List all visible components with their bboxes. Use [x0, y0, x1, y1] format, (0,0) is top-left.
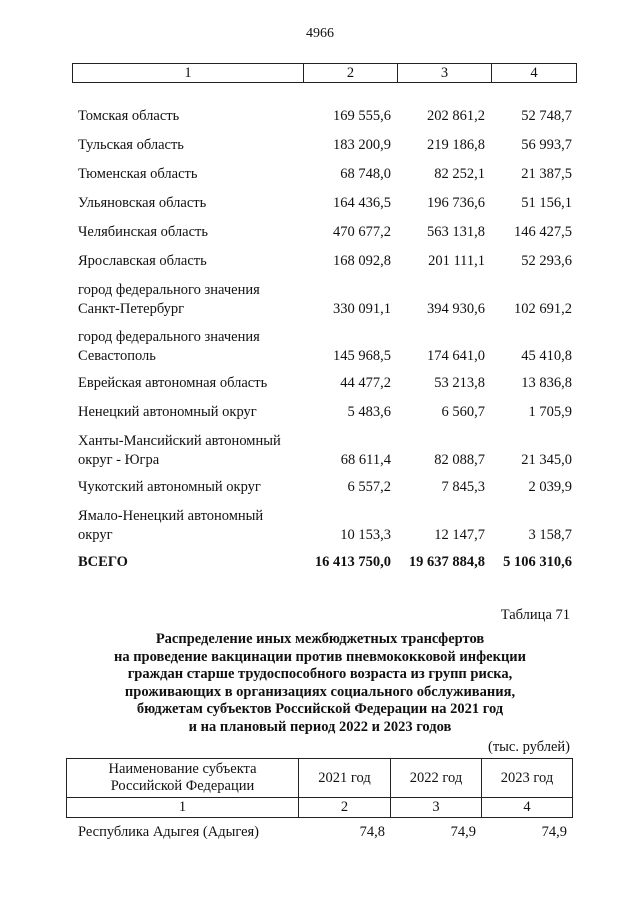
value-col-3: 53 213,8	[434, 375, 485, 391]
value-col-3: 563 131,8	[427, 224, 485, 240]
region-name: Тульская область	[78, 137, 184, 153]
header-col-2: 2	[304, 64, 398, 82]
value-col-3: 202 861,2	[427, 108, 485, 124]
total-label: ВСЕГО	[78, 554, 128, 570]
col-number-3: 3	[391, 798, 482, 817]
value-col-3: 394 930,6	[427, 301, 485, 317]
total-value-col-3: 19 637 884,8	[408, 554, 485, 570]
table-header-numbers	[72, 63, 577, 83]
value-col-2: 183 200,9	[333, 137, 391, 153]
region-name: Еврейская автономная область	[78, 375, 268, 391]
value-col-4: 45 410,8	[521, 348, 572, 364]
value-col-4: 2 039,9	[528, 479, 572, 495]
value-col-4: 3 158,7	[528, 527, 572, 543]
value-col-3: 201 111,1	[428, 253, 485, 269]
region-name: Ямало-Ненецкий автономный округ	[78, 508, 264, 543]
region-name: Тюменская область	[78, 166, 198, 182]
value-col-2: 168 092,8	[333, 253, 391, 269]
row-subject-name: Республика Адыгея (Адыгея)	[78, 824, 260, 840]
value-col-2: 6 557,2	[347, 479, 391, 495]
value-col-4: 21 387,5	[521, 166, 572, 182]
value-col-3: 7 845,3	[441, 479, 485, 495]
value-col-2: 164 436,5	[333, 195, 391, 211]
region-name: Ханты-Мансийский автономный округ - Югра	[78, 433, 281, 468]
table-caption	[60, 631, 580, 736]
header-year-2022: 2022 год	[391, 759, 482, 797]
region-name: город федерального значения Санкт-Петербург	[78, 282, 260, 317]
region-name: Ненецкий автономный округ	[78, 404, 257, 420]
value-col-4: 52 293,6	[521, 253, 572, 269]
caption-line: Распределение иных межбюджетных трансфертов	[155, 631, 485, 647]
header-col-3: 3	[398, 64, 492, 82]
row-value-2022: 74,9	[450, 824, 476, 840]
value-col-3: 219 186,8	[427, 137, 485, 153]
value-col-3: 174 641,0	[427, 348, 485, 364]
value-col-2: 68 611,4	[340, 452, 391, 468]
value-col-2: 68 748,0	[340, 166, 391, 182]
region-name: Чукотский автономный округ	[78, 479, 261, 495]
regions-table-continued	[72, 63, 577, 570]
col-number-2: 2	[299, 798, 391, 817]
caption-line: на проведение вакцинации против пневмококковой инфекции	[113, 648, 527, 665]
page-number: 4966	[306, 26, 334, 41]
value-col-3: 196 736,6	[427, 195, 485, 211]
table-number: Таблица 71	[500, 607, 570, 623]
total-value-col-4: 5 106 310,6	[503, 554, 572, 570]
region-name: Томская область	[78, 108, 180, 124]
caption-line: граждан старше трудоспособного возраста из групп риска,	[127, 666, 513, 682]
vaccination-transfers-table	[66, 758, 573, 845]
value-col-4: 102 691,2	[514, 301, 572, 317]
header-year-2023: 2023 год	[500, 769, 554, 786]
region-name: Ульяновская область	[78, 195, 207, 211]
value-col-4: 13 836,8	[521, 375, 572, 391]
value-col-3: 82 252,1	[434, 166, 485, 182]
value-col-4: 56 993,7	[521, 137, 572, 153]
caption-line: проживающих в организациях социального обслуживания,	[124, 683, 516, 700]
header-year-2021: 2021 год	[299, 759, 391, 797]
caption-line: и на плановый период 2022 и 2023 годов	[188, 718, 452, 735]
value-col-4: 146 427,5	[514, 224, 572, 240]
col-number-4: 4	[523, 799, 531, 815]
value-col-2: 169 555,6	[333, 108, 391, 124]
value-col-4: 52 748,7	[521, 108, 572, 124]
header-subject-name: Наименование субъекта Российской Федерации	[67, 759, 299, 797]
value-col-2: 470 677,2	[333, 224, 391, 240]
value-col-2: 10 153,3	[340, 527, 391, 543]
row-value-2023: 74,9	[541, 824, 567, 840]
value-col-4: 21 345,0	[521, 452, 572, 468]
value-col-2: 44 477,2	[340, 375, 391, 391]
header-col-4: 4	[530, 65, 538, 81]
col-number-1: 1	[67, 798, 299, 817]
value-col-3: 82 088,7	[434, 452, 485, 468]
value-col-4: 1 705,9	[528, 404, 572, 420]
value-col-2: 5 483,6	[347, 404, 391, 420]
value-col-3: 6 560,7	[441, 404, 485, 420]
value-col-2: 330 091,1	[333, 301, 391, 317]
table-row	[66, 823, 573, 845]
value-col-3: 12 147,7	[434, 527, 485, 543]
region-name: город федерального значения Севастополь	[78, 329, 260, 364]
header-col-1: 1	[73, 64, 304, 82]
caption-line: бюджетам субъектов Российской Федерации на 2021 год	[136, 701, 504, 717]
region-name: Челябинская область	[78, 224, 208, 240]
region-name: Ярославская область	[78, 253, 207, 269]
table-header	[66, 758, 573, 798]
total-value-col-2: 16 413 750,0	[314, 554, 391, 570]
value-col-2: 145 968,5	[333, 348, 391, 364]
table-column-numbers	[66, 798, 573, 818]
value-col-4: 51 156,1	[521, 195, 572, 211]
units-label: (тыс. рублей)	[488, 739, 570, 755]
row-value-2021: 74,8	[359, 824, 385, 840]
